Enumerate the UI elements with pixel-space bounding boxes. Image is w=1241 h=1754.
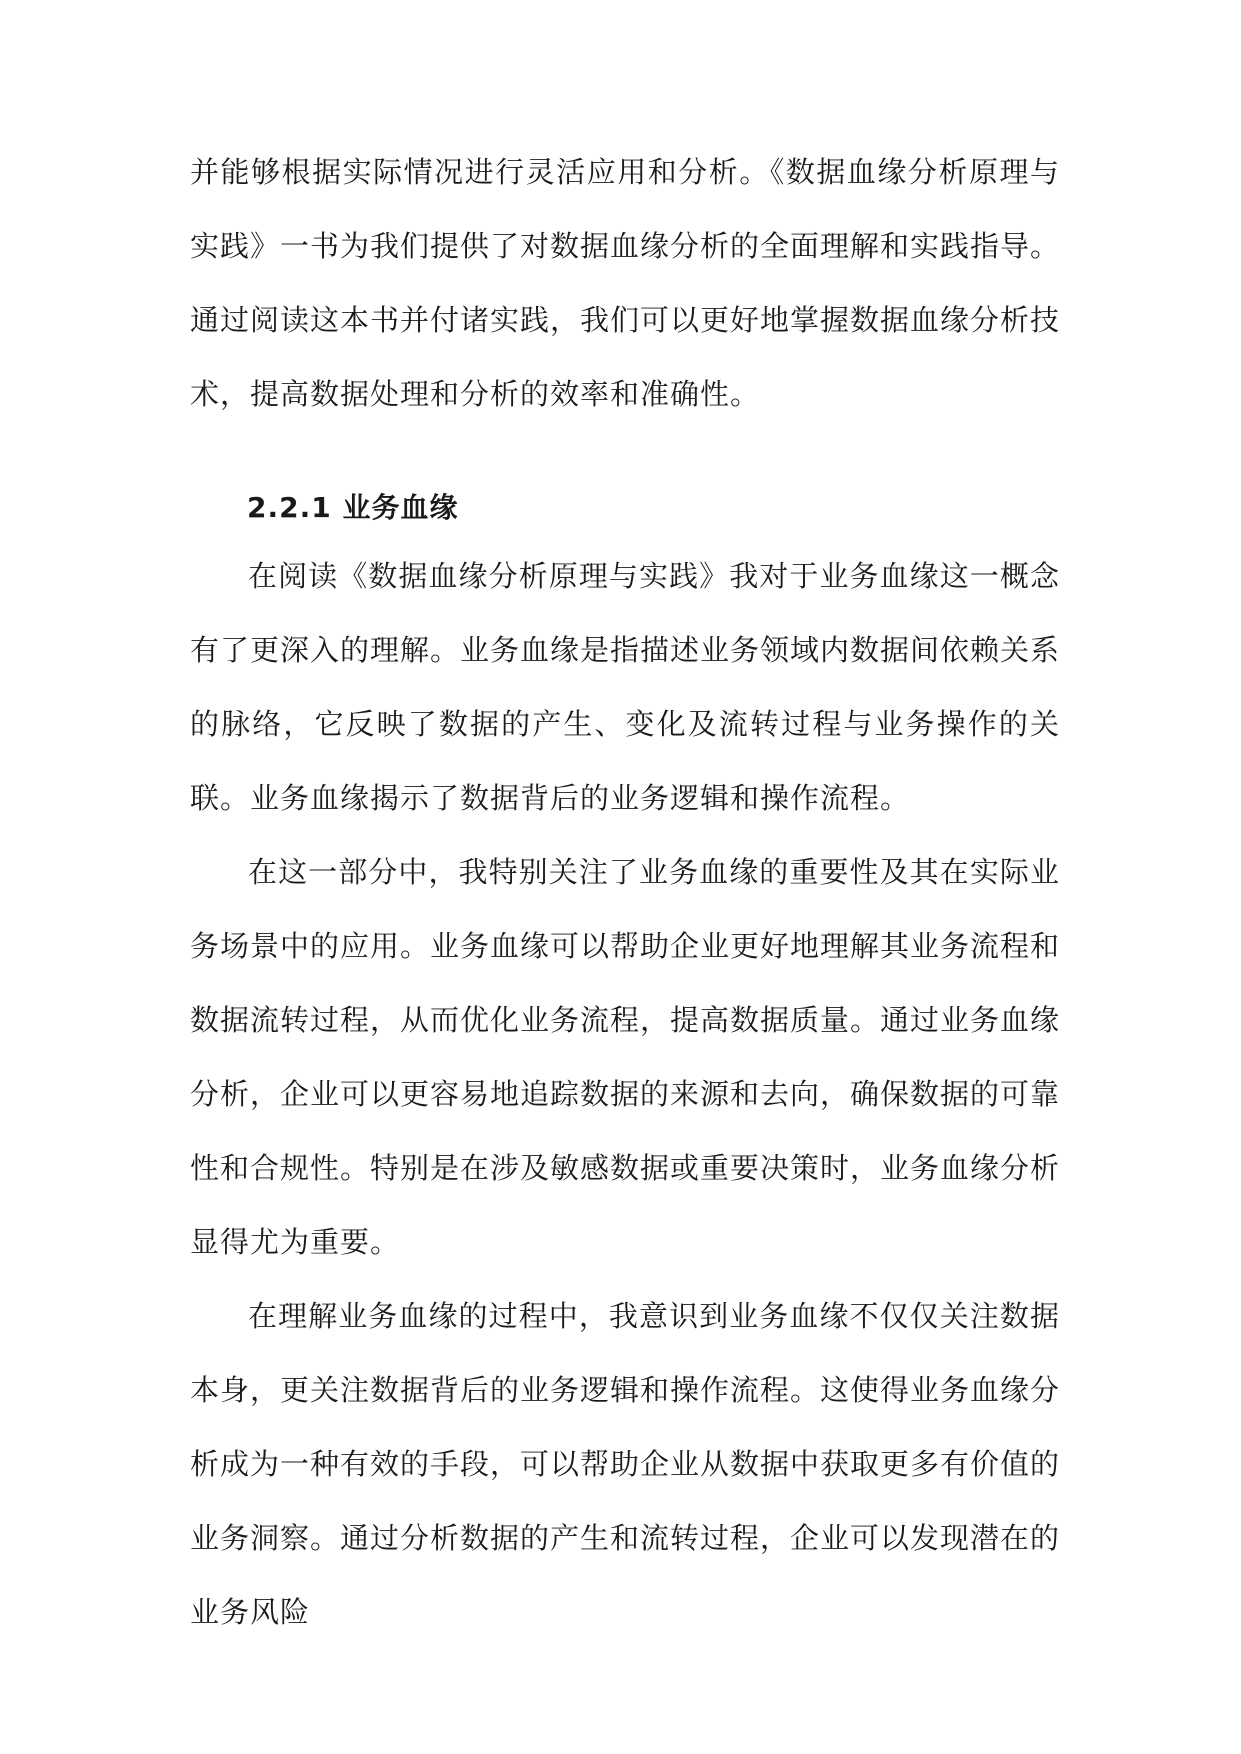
section-number: 2.2.1 bbox=[247, 491, 332, 524]
document-body bbox=[190, 135, 1060, 1649]
section-title: 业务血缘 bbox=[342, 491, 459, 524]
paragraph-2: 在这一部分中，我特别关注了业务血缘的重要性及其在实际业务场景中的应用。业务血缘可以帮助企业更好地理解其业务流程和数据流转过程，从而优化业务流程，提高数据质量。通过业务血缘分析，企业可以更容易地追踪数据的来源和去向，确保数据的可靠性和合规性。特别是在涉及敏感数据或重要决策时，业务血缘分析显得尤为重要。 bbox=[190, 855, 1061, 1259]
paragraph-1: 在阅读《数据血缘分析原理与实践》我对于业务血缘这一概念有了更深入的理解。业务血缘是指描述业务领域内数据间依赖关系的脉络，它反映了数据的产生、变化及流转过程与业务操作的关联。业务血缘揭示了数据背后的业务逻辑和操作流程。 bbox=[190, 559, 1061, 815]
paragraph-continuation: 并能够根据实际情况进行灵活应用和分析。《数据血缘分析原理与实践》一书为我们提供了对数据血缘分析的全面理解和实践指导。通过阅读这本书并付诸实践，我们可以更好地掌握数据血缘分析技术，提高数据处理和分析的效率和准确性。 bbox=[190, 155, 1061, 411]
section-heading bbox=[190, 477, 1060, 539]
paragraph-3: 在理解业务血缘的过程中，我意识到业务血缘不仅仅关注数据本身，更关注数据背后的业务逻辑和操作流程。这使得业务血缘分析成为一种有效的手段，可以帮助企业从数据中获取更多有价值的业务洞察。通过分析数据的产生和流转过程，企业可以发现潜在的业务风险 bbox=[190, 1299, 1061, 1629]
